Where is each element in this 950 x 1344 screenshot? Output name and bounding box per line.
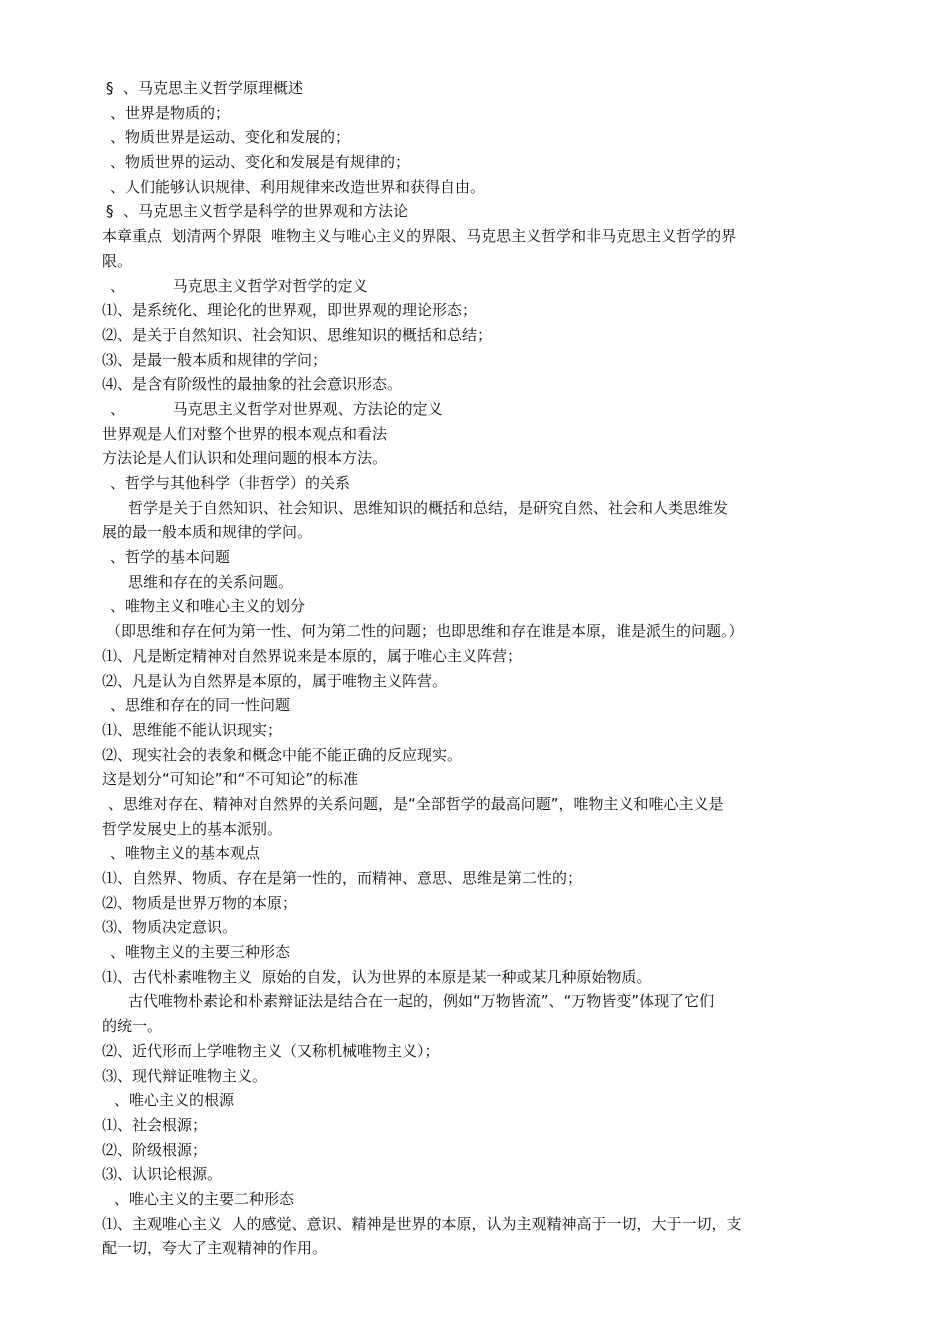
- text-line: ⑵、近代形而上学唯物主义（又称机械唯物主义）；: [102, 1041, 440, 1060]
- text-line: ⑶、认识论根源。: [102, 1165, 223, 1184]
- text-line: ⑵、阶级根源；: [102, 1140, 208, 1159]
- text-line: ⑵、凡是认为自然界是本原的，属于唯物主义阵营。: [102, 671, 448, 690]
- text-line: ⑴、自然界、物质、存在是第一性的，而精神、意思、思维是第二性的；: [102, 869, 583, 887]
- text-line: ⑶、现代辩证唯物主义。: [102, 1066, 268, 1085]
- text-line: ⑵、现实社会的表象和概念中能不能正确的反应现实。: [102, 745, 463, 764]
- text-line: 、物质世界的运动、变化和发展是有规律的；: [110, 153, 411, 172]
- text-line: ⑶、物质决定意识。: [102, 918, 238, 937]
- text-line: 本章重点 划清两个界限 唯物主义与唯心主义的界限、马克思主义哲学和非马克思主义哲学的界: [102, 227, 737, 246]
- text-line: （即思维和存在何为第一性、何为第二性的问题；也即思维和存在谁是本原，谁是派生的问题。）: [106, 622, 744, 641]
- text-line: ⑷、是含有阶级性的最抽象的社会意识形态。: [102, 375, 403, 394]
- text-line: 、 马克思主义哲学对世界观、方法论的定义: [110, 399, 443, 418]
- text-line: § 、马克思主义哲学原理概述: [106, 79, 304, 97]
- text-line: ⑵、物质是世界万物的本原；: [102, 893, 298, 912]
- text-line: ⑴、是系统化、理论化的世界观，即世界观的理论形态；: [102, 301, 478, 320]
- text-line: 、哲学与其他科学（非哲学）的关系: [110, 474, 351, 492]
- text-line: 哲学发展史上的基本派别。: [102, 819, 283, 838]
- text-line: 世界观是人们对整个世界的根本观点和看法: [102, 424, 388, 443]
- text-line: 、唯心主义的主要二种形态: [114, 1189, 295, 1208]
- text-line: 思维和存在的关系问题。: [128, 572, 294, 591]
- text-line: 方法论是人们认识和处理问题的根本方法。: [102, 449, 388, 468]
- text-line: ⑴、社会根源；: [102, 1115, 208, 1134]
- text-line: 限。: [102, 251, 133, 270]
- text-line: 这是划分“可知论”和“不可知论”的标准: [102, 770, 359, 789]
- text-line: 、人们能够认识规律、利用规律来改造世界和获得自由。: [110, 177, 486, 196]
- text-line: 、唯物主义和唯心主义的划分: [110, 597, 306, 616]
- text-line: ⑴、凡是断定精神对自然界说来是本原的，属于唯心主义阵营；: [102, 646, 523, 665]
- text-line: ⑶、是最一般本质和规律的学问；: [102, 350, 328, 369]
- text-line: 、 马克思主义哲学对哲学的定义: [110, 276, 368, 295]
- text-line: 展的最一般本质和规律的学问。: [102, 523, 313, 542]
- text-line: 、唯物主义的基本观点: [110, 844, 261, 863]
- text-line: 、物质世界是运动、变化和发展的；: [110, 128, 351, 147]
- text-line: 的统一。: [102, 1017, 163, 1036]
- text-line: 、唯物主义的主要三种形态: [110, 943, 291, 962]
- text-line: 、世界是物质的；: [110, 103, 231, 122]
- document-body: [102, 76, 812, 1261]
- text-line: ⑵、是关于自然知识、社会知识、思维知识的概括和总结；: [102, 325, 493, 344]
- text-line: 古代唯物朴素论和朴素辩证法是结合在一起的，例如“万物皆流”、“万物皆变”体现了它们: [128, 992, 715, 1011]
- text-line: 、思维对存在、精神对自然界的关系问题，是“全部哲学的最高问题”，唯物主义和唯心主义是: [108, 794, 724, 813]
- text-line: 配一切，夸大了主观精神的作用。: [102, 1239, 328, 1258]
- text-line: ⑴、古代朴素唯物主义 原始的自发，认为世界的本原是某一种或某几种原始物质。: [102, 967, 652, 986]
- text-line: ⑴、主观唯心主义 人的感觉、意识、精神是世界的本原，认为主观精神高于一切，大于一切，支: [102, 1214, 742, 1233]
- text-line: 、哲学的基本问题: [110, 548, 231, 567]
- text-line: 哲学是关于自然知识、社会知识、思维知识的概括和总结，是研究自然、社会和人类思维发: [128, 498, 729, 517]
- text-line: ⑴、思维能不能认识现实；: [102, 720, 283, 739]
- text-line: § 、马克思主义哲学是科学的世界观和方法论: [106, 202, 409, 221]
- text-line: 、唯心主义的根源: [114, 1091, 235, 1110]
- text-line: 、思维和存在的同一性问题: [110, 696, 291, 715]
